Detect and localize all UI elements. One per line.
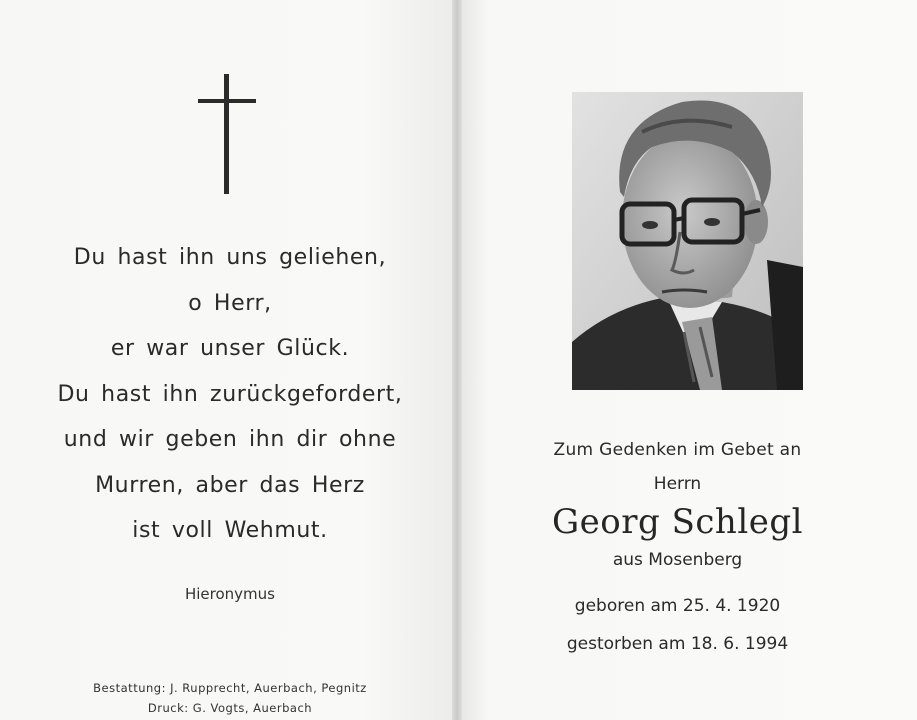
portrait-photo bbox=[572, 92, 803, 390]
verse-line: Du hast ihn uns geliehen, bbox=[73, 245, 387, 270]
verse-line: und wir geben ihn dir ohne bbox=[63, 427, 397, 452]
left-card-page bbox=[0, 0, 452, 720]
verse-line: er war unser Glück. bbox=[110, 336, 350, 361]
death-date: gestorben am 18. 6. 1994 bbox=[566, 634, 789, 654]
birth-date: geboren am 25. 4. 1920 bbox=[574, 596, 781, 616]
verse-line: Murren, aber das Herz bbox=[95, 472, 365, 498]
memorial-title: Herrn bbox=[653, 474, 702, 494]
verse-line: Du hast ihn zurückgefordert, bbox=[57, 381, 403, 407]
memorial-verse bbox=[40, 235, 420, 554]
credits bbox=[40, 678, 420, 718]
card-fold bbox=[452, 0, 462, 720]
print-credit: Druck: G. Vogts, Auerbach bbox=[147, 701, 313, 715]
verse-line: o Herr, bbox=[188, 290, 272, 316]
verse-line: ist voll Wehmut. bbox=[132, 518, 328, 543]
memorial-text bbox=[490, 438, 865, 656]
memorial-intro: Zum Gedenken im Gebet an bbox=[553, 440, 802, 460]
deceased-name: Georg Schlegl bbox=[552, 502, 803, 542]
cross-icon bbox=[198, 74, 256, 194]
funeral-home-credit: Bestattung: J. Rupprecht, Auerbach, Pegnitz bbox=[93, 681, 367, 695]
verse-author: Hieronymus bbox=[184, 585, 275, 603]
hometown: aus Mosenberg bbox=[612, 550, 743, 570]
